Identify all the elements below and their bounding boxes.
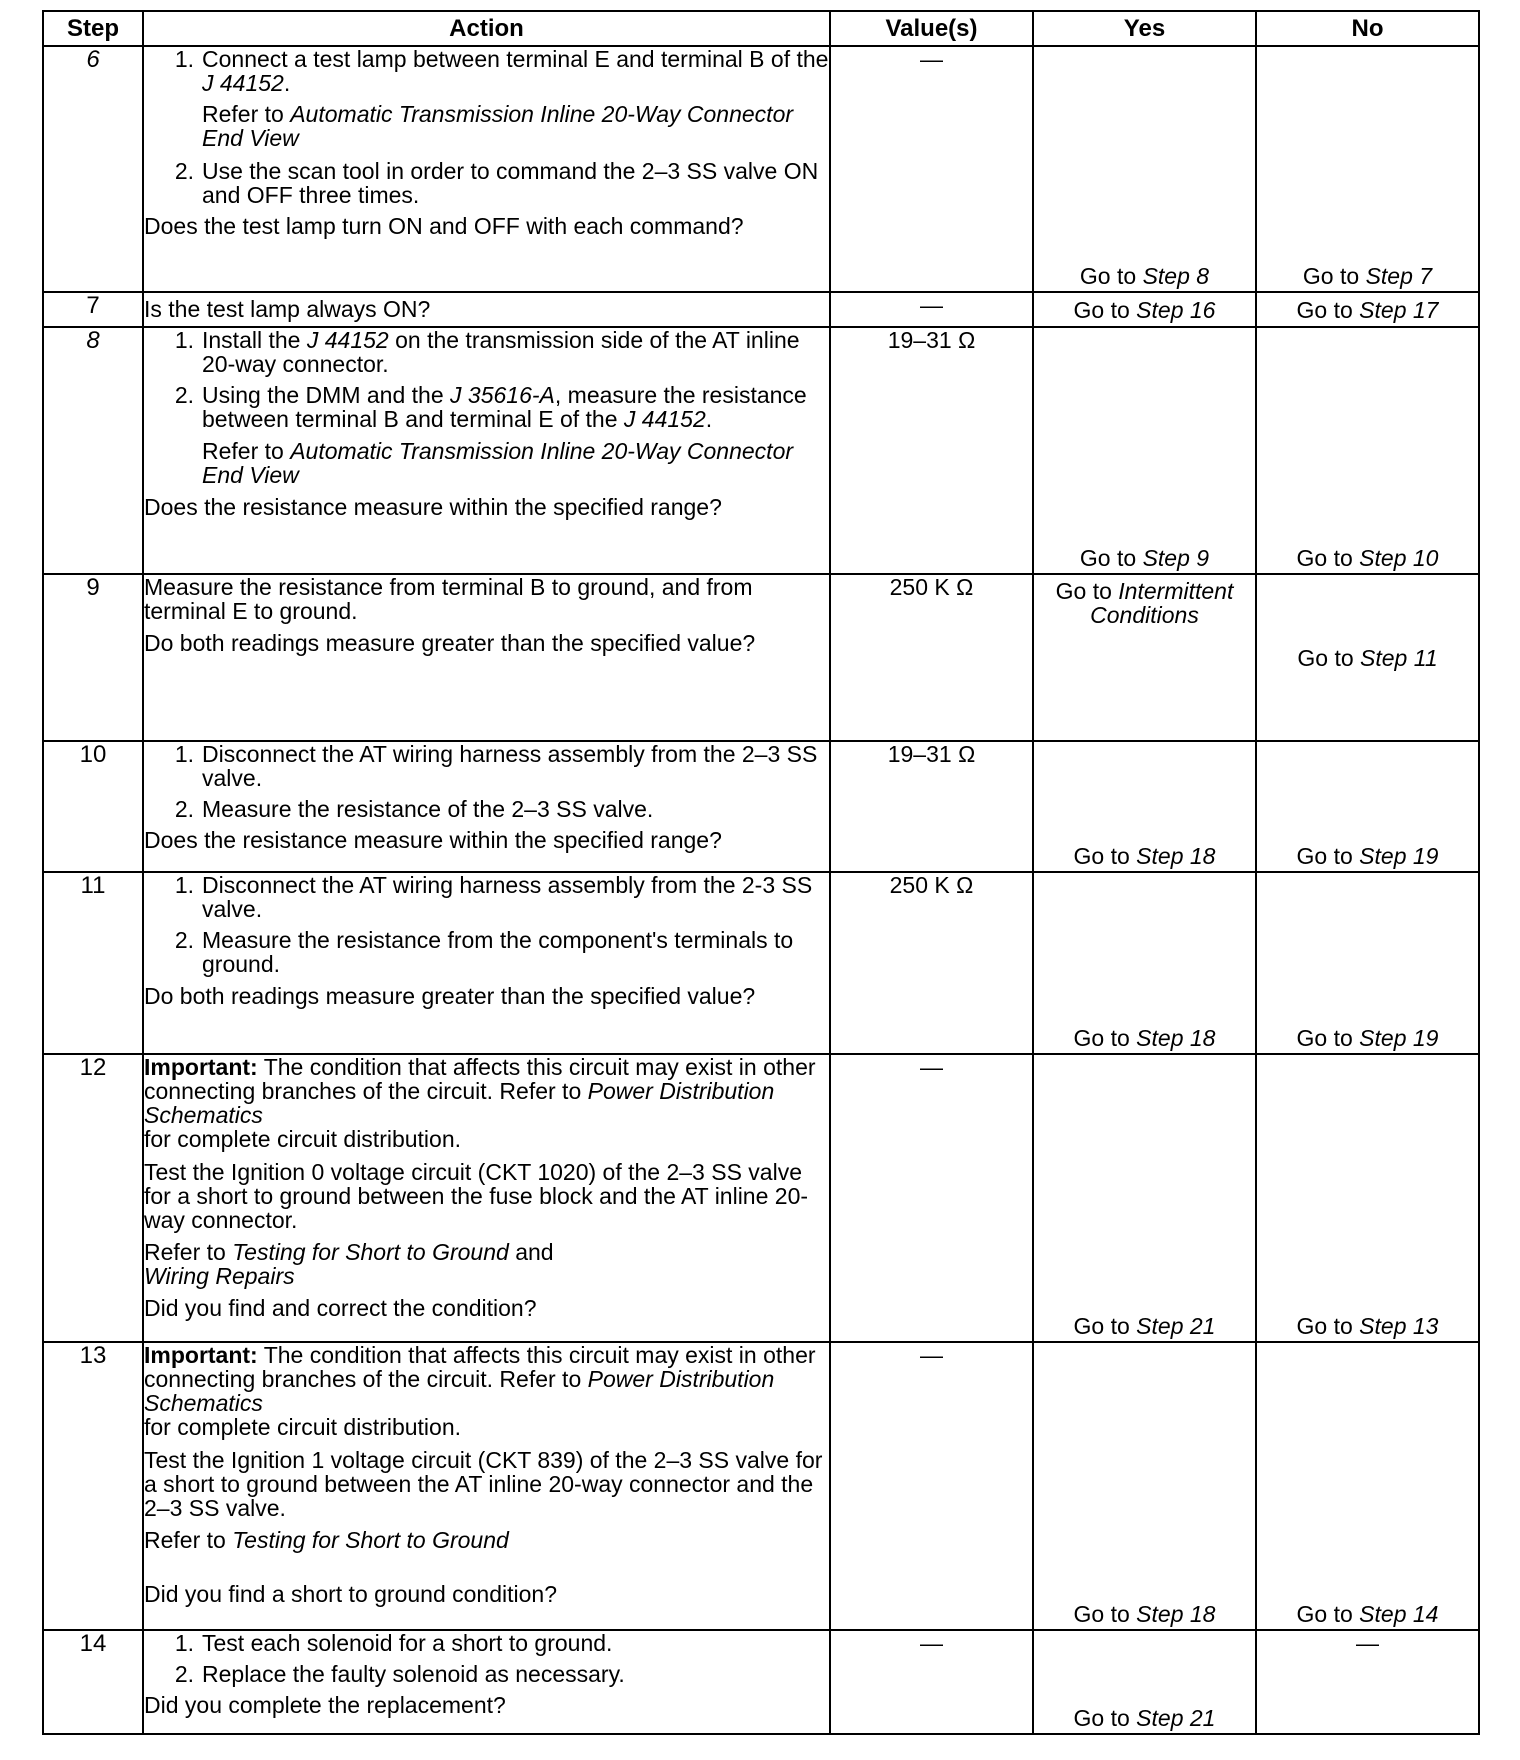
value-cell: 19–31 Ω — [830, 327, 1033, 574]
goto-prefix: Go to — [1079, 544, 1143, 571]
list-item: 1. Disconnect the AT wiring harness assembly from the 2–3 SS valve. — [144, 742, 829, 790]
goto-yes — [1034, 1602, 1255, 1626]
goto-prefix: Go to — [1073, 1600, 1137, 1627]
action-cell — [143, 872, 830, 1054]
action-text: . — [705, 406, 713, 433]
tool-reference: J 35616-A — [450, 382, 555, 409]
action-text: Install the — [202, 327, 307, 353]
list-item: 1. Install the J 44152 on the transmission side of the AT inline 20-way connector. — [174, 327, 800, 378]
goto-link[interactable]: Step 8 — [1142, 262, 1210, 289]
question-text: Did you find and correct the condition? — [144, 1295, 537, 1322]
goto-link[interactable]: Step 11 — [1360, 644, 1438, 671]
action-text: Using the DMM and the — [202, 382, 451, 409]
table-row — [43, 292, 1479, 327]
yes-cell — [1033, 574, 1256, 741]
goto-no — [1257, 546, 1478, 570]
important-text: The condition that affects this circuit may exist in other connecting branches of the circuit. Refer to — [144, 1342, 816, 1393]
header-step: Step — [43, 11, 143, 46]
header-yes: Yes — [1033, 11, 1256, 46]
goto-link[interactable]: Step 21 — [1136, 1704, 1216, 1731]
header-action: Action — [143, 11, 830, 46]
table-row — [43, 1630, 1479, 1734]
yes-cell — [1033, 1054, 1256, 1342]
question-text: Is the test lamp always ON? — [144, 296, 431, 323]
action-text: Connect a test lamp between terminal E and terminal B of the — [202, 46, 829, 72]
goto-no — [1257, 1026, 1478, 1050]
step-number: 11 — [43, 872, 143, 1054]
goto-yes — [1034, 1314, 1255, 1338]
step-number: 7 — [43, 292, 143, 327]
goto-no — [1257, 645, 1478, 669]
goto-link[interactable]: Step 18 — [1136, 1024, 1216, 1051]
list-item: 1. Disconnect the AT wiring harness assembly from the 2-3 SS valve. — [144, 873, 829, 921]
goto-prefix: Go to — [1302, 262, 1366, 289]
question-text: Did you find a short to ground condition? — [144, 1581, 557, 1608]
value-cell: — — [830, 1630, 1033, 1734]
goto-yes — [1034, 264, 1255, 288]
goto-yes — [1034, 579, 1255, 627]
goto-yes — [1034, 844, 1255, 868]
question-text: Does the test lamp turn ON and OFF with each command? — [144, 212, 744, 239]
tool-reference: J 44152 — [306, 327, 389, 353]
action-text: Measure the resistance of the 2–3 SS valve. — [202, 796, 654, 823]
question-text: Do both readings measure greater than the specified value? — [144, 982, 756, 1009]
no-cell — [1256, 741, 1479, 872]
value-cell: — — [830, 1342, 1033, 1630]
table-row — [43, 574, 1479, 741]
refer-prefix: Refer to — [144, 1238, 233, 1265]
action-text: Replace the faulty solenoid as necessary. — [202, 1661, 625, 1688]
value-cell: 250 K Ω — [830, 872, 1033, 1054]
diagnostic-table — [42, 10, 1480, 1735]
question-text: Did you complete the replacement? — [144, 1692, 506, 1719]
table-row — [43, 327, 1479, 574]
goto-yes — [1034, 1026, 1255, 1050]
value-cell: 250 K Ω — [830, 574, 1033, 741]
goto-prefix: Go to — [1296, 1312, 1360, 1339]
important-note — [144, 1055, 829, 1152]
action-cell — [143, 327, 830, 574]
goto-link[interactable]: Step 14 — [1359, 1600, 1439, 1627]
refer-link[interactable]: Automatic Transmission Inline 20-Way Connector End View — [202, 437, 794, 488]
refer-note — [144, 439, 829, 487]
yes-cell — [1033, 741, 1256, 872]
action-text: on the transmission side of the AT inline 20-way connector. — [202, 327, 800, 378]
question-text: Do both readings measure greater than the specified value? — [144, 630, 756, 657]
goto-link[interactable]: Step 9 — [1142, 544, 1210, 571]
action-text: , measure the resistance between terminal B and terminal E of the — [202, 382, 807, 433]
refer-link[interactable]: Power Distribution Schematics — [144, 1078, 775, 1129]
table-row — [43, 741, 1479, 872]
refer-link[interactable]: Power Distribution Schematics — [144, 1366, 775, 1417]
important-note — [144, 1343, 829, 1440]
goto-no — [1257, 1314, 1478, 1338]
action-cell — [143, 1630, 830, 1734]
goto-link[interactable]: Step 16 — [1136, 296, 1216, 323]
step-number: 10 — [43, 741, 143, 872]
goto-prefix: Go to — [1073, 842, 1137, 869]
goto-link[interactable]: Step 13 — [1359, 1312, 1439, 1339]
yes-cell — [1033, 1630, 1256, 1734]
goto-prefix: Go to — [1296, 1600, 1360, 1627]
tool-reference: J 44152 — [623, 406, 706, 433]
value-cell: — — [830, 46, 1033, 292]
no-cell — [1256, 1054, 1479, 1342]
step-number: 6 — [43, 46, 143, 292]
list-item: 2. Measure the resistance from the component's terminals to ground. — [144, 928, 829, 976]
list-item: 1. Connect a test lamp between terminal E and terminal B of the J 44152. — [174, 46, 829, 97]
value-cell: 19–31 Ω — [830, 741, 1033, 872]
yes-cell — [1033, 1342, 1256, 1630]
goto-link[interactable]: Step 21 — [1136, 1312, 1216, 1339]
refer-prefix: Refer to — [144, 1526, 233, 1553]
value-cell: — — [830, 292, 1033, 327]
refer-link[interactable]: Testing for Short to Ground — [232, 1238, 509, 1265]
refer-link[interactable]: Automatic Transmission Inline 20-Way Connector End View — [202, 101, 794, 152]
action-text: Disconnect the AT wiring harness assembly from the 2–3 SS valve. — [202, 741, 818, 792]
important-text: for complete circuit distribution. — [144, 1126, 462, 1153]
list-item: 1. Test each solenoid for a short to ground. — [144, 1631, 829, 1655]
action-text: . — [283, 70, 291, 97]
refer-link[interactable]: Testing for Short to Ground — [232, 1526, 509, 1553]
action-text: Use the scan tool in order to command the 2–3 SS valve ON and OFF three times. — [202, 157, 819, 208]
goto-no — [1257, 297, 1478, 321]
yes-cell — [1033, 46, 1256, 292]
goto-link[interactable]: Intermittent Conditions — [1090, 578, 1234, 629]
important-label: Important: — [144, 1342, 258, 1368]
step-number: 8 — [43, 327, 143, 574]
no-cell: — — [1256, 1630, 1479, 1734]
goto-prefix: Go to — [1296, 296, 1360, 323]
table-row — [43, 1054, 1479, 1342]
list-item: 2. Measure the resistance of the 2–3 SS valve. — [144, 797, 829, 821]
goto-link[interactable]: Step 10 — [1359, 544, 1439, 571]
goto-prefix: Go to — [1073, 1704, 1137, 1731]
table-row — [43, 872, 1479, 1054]
yes-cell — [1033, 327, 1256, 574]
action-text: Measure the resistance from terminal B to ground, and from terminal E to ground. — [144, 574, 753, 625]
table-row — [43, 46, 1479, 292]
list-item: 2. Use the scan tool in order to command the 2–3 SS valve ON and OFF three times. — [144, 159, 829, 207]
yes-cell — [1033, 872, 1256, 1054]
action-cell — [143, 46, 830, 292]
step-number: 13 — [43, 1342, 143, 1630]
goto-prefix: Go to — [1055, 578, 1119, 604]
goto-yes — [1034, 297, 1255, 321]
goto-link[interactable]: Step 18 — [1136, 1600, 1216, 1627]
no-cell — [1256, 292, 1479, 327]
refer-link[interactable]: Wiring Repairs — [144, 1263, 295, 1290]
step-number: 12 — [43, 1054, 143, 1342]
important-label: Important: — [144, 1054, 258, 1080]
goto-no — [1257, 264, 1478, 288]
action-cell — [143, 1342, 830, 1630]
important-text: for complete circuit distribution. — [144, 1414, 462, 1441]
goto-prefix: Go to — [1073, 296, 1137, 323]
no-cell — [1256, 1342, 1479, 1630]
action-cell — [143, 574, 830, 741]
action-cell — [143, 741, 830, 872]
goto-prefix: Go to — [1073, 1024, 1137, 1051]
value-cell: — — [830, 1054, 1033, 1342]
action-text: Test the Ignition 0 voltage circuit (CKT 1020) of the 2–3 SS valve for a short to ground between the fuse block and the AT inline 20-way connector. — [144, 1158, 809, 1233]
step-number: 9 — [43, 574, 143, 741]
header-no: No — [1256, 11, 1479, 46]
action-cell — [143, 1054, 830, 1342]
list-item: 2. Using the DMM and the J 35616-A, measure the resistance between terminal B and terminal E of the J 44152. — [174, 382, 807, 433]
goto-link[interactable]: Step 17 — [1359, 296, 1439, 323]
no-cell — [1256, 872, 1479, 1054]
goto-no — [1257, 844, 1478, 868]
refer-prefix: Refer to — [202, 437, 291, 464]
action-text: Test the Ignition 1 voltage circuit (CKT 839) of the 2–3 SS valve for a short to ground between the AT inline 20-way connector and the 2–3 SS valve. — [144, 1446, 823, 1521]
important-text: The condition that affects this circuit may exist in other connecting branches of the circuit. Refer to — [144, 1054, 816, 1105]
refer-prefix: Refer to — [202, 101, 291, 128]
goto-link[interactable]: Step 18 — [1136, 842, 1216, 869]
goto-link[interactable]: Step 19 — [1359, 842, 1439, 869]
action-text: Disconnect the AT wiring harness assembly from the 2-3 SS valve. — [202, 872, 813, 923]
header-values: Value(s) — [830, 11, 1033, 46]
no-cell — [1256, 46, 1479, 292]
question-text: Does the resistance measure within the specified range? — [144, 827, 722, 854]
action-cell — [143, 292, 830, 327]
goto-prefix: Go to — [1297, 644, 1361, 671]
goto-prefix: Go to — [1296, 544, 1360, 571]
goto-yes — [1034, 1706, 1255, 1730]
action-text: Measure the resistance from the component's terminals to ground. — [202, 927, 794, 978]
goto-yes — [1034, 546, 1255, 570]
refer-conjunction: and — [508, 1238, 554, 1265]
yes-cell — [1033, 292, 1256, 327]
refer-note — [144, 1240, 829, 1288]
no-cell — [1256, 574, 1479, 741]
goto-prefix: Go to — [1296, 1024, 1360, 1051]
goto-link[interactable]: Step 19 — [1359, 1024, 1439, 1051]
refer-note — [144, 102, 829, 150]
goto-no — [1257, 1602, 1478, 1626]
table-header-row — [43, 11, 1479, 46]
action-text: Test each solenoid for a short to ground. — [202, 1630, 613, 1656]
goto-link[interactable]: Step 7 — [1365, 262, 1433, 289]
tool-reference: J 44152 — [202, 70, 284, 97]
goto-prefix: Go to — [1296, 842, 1360, 869]
list-item: 2. Replace the faulty solenoid as necessary. — [144, 1662, 829, 1686]
goto-prefix: Go to — [1079, 262, 1143, 289]
refer-note — [144, 1528, 829, 1552]
table-row — [43, 1342, 1479, 1630]
goto-prefix: Go to — [1073, 1312, 1137, 1339]
no-cell — [1256, 327, 1479, 574]
step-number: 14 — [43, 1630, 143, 1734]
question-text: Does the resistance measure within the specified range? — [144, 493, 722, 520]
